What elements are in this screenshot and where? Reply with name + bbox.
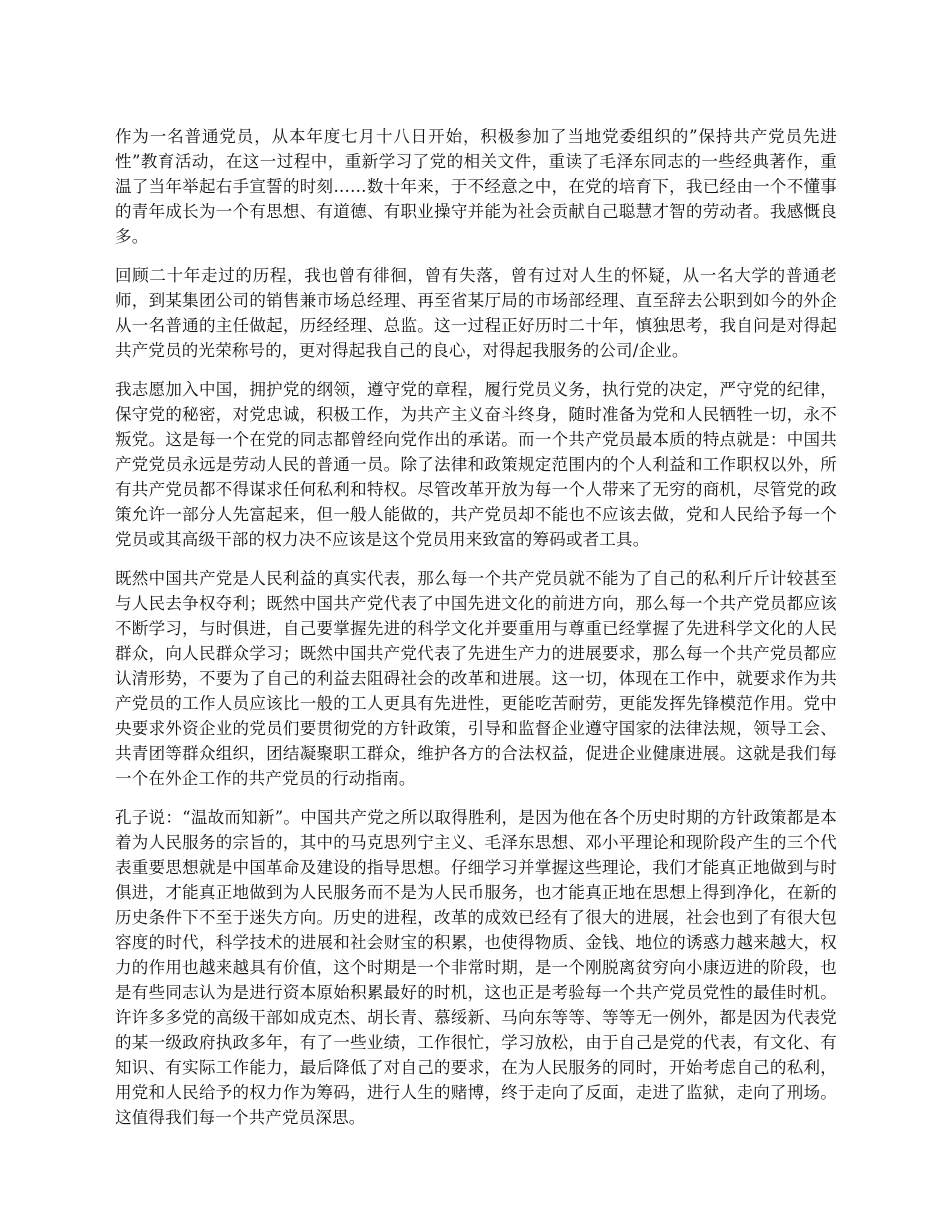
paragraph-5: 孔子说：“温故而知新”。中国共产党之所以取得胜利，是因为他在各个历史时期的方针政策都是本着为人民服务的宗旨的，其中的马克思列宁主义、毛泽东思想、邓小平理论和现阶段产生的三个代表重要思想就是中国革命及建设的指导思想。仔细学习并掌握这些理论，我们才能真正地做到与时俱进，才能真正地做到为人民服务而不是为人民币服务，也才能真正地在思想上得到净化，在新的历史条件下不至于迷失方向。历史的进程，改革的成效已经有了很大的进展，社会也到了有很大包容度的时代，科学技术的进展和社会财宝的积累，也使得物质、金钱、地位的诱惑力越来越大，权力的作用也越来越具有价值，这个时期是一个非常时期，是一个刚脱离贫穷向小康迈进的阶段，也是有些同志认为是进行资本原始积累最好的时机，这也正是考验每一个共产党员党性的最佳时机。许许多多党的高级干部如成克杰、胡长青、慕绥新、马向东等等、等等无一例外，都是因为代表党的某一级政府执政多年，有了一些业绩，工作很忙，学习放松，由于自己是党的代表，有文化、有知识、有实际工作能力，最后降低了对自己的要求，在为人民服务的同时，开始考虑自己的私利，用党和人民给予的权力作为筹码，进行人生的赌博，终于走向了反面，走进了监狱，走向了刑场。这值得我们每一个共产党员深思。 <box>115 808 837 1127</box>
paragraph-2: 回顾二十年走过的历程，我也曾有徘徊，曾有失落，曾有过对人生的怀疑，从一名大学的普通老师，到某集团公司的销售兼市场总经理、再至省某厅局的市场部经理、直至辞去公职到如今的外企从一名普通的主任做起，历经经理、总监。这一过程正好历时二十年，慎独思考，我自问是对得起共产党员的光荣称号的，更对得起我自己的良心，对得起我服务的公司/企业。 <box>115 266 837 360</box>
paragraph-1: 作为一名普通党员，从本年度七月十八日开始，积极参加了当地党委组织的”保持共产党员先进性”教育活动，在这一过程中，重新学习了党的相关文件，重读了毛泽东同志的一些经典著作，重温了当年举起右手宣誓的时刻……数十年来，于不经意之中，在党的培育下，我已经由一个不懂事的青年成长为一个有思想、有道德、有职业操守并能为社会贡献自己聪慧才智的劳动者。我感慨良多。 <box>115 127 837 246</box>
document-body <box>115 124 837 1144</box>
paragraph-3: 我志愿加入中国，拥护党的纲领，遵守党的章程，履行党员义务，执行党的决定，严守党的纪律，保守党的秘密，对党忠诚，积极工作，为共产主义奋斗终身，随时准备为党和人民牺牲一切，永不叛党。这是每一个在党的同志都曾经向党作出的承诺。而一个共产党员最本质的特点就是：中国共产党党员永远是劳动人民的普通一员。除了法律和政策规定范围内的个人利益和工作职权以外，所有共产党员都不得谋求任何私利和特权。尽管改革开放为每一个人带来了无穷的商机，尽管党的政策允许一部分人先富起来，但一般人能做的，共产党员却不能也不应该去做，党和人民给予每一个党员或其高级干部的权力决不应该是这个党员用来致富的筹码或者工具。 <box>115 380 837 549</box>
paragraph-4: 既然中国共产党是人民利益的真实代表，那么每一个共产党员就不能为了自己的私利斤斤计较甚至与人民去争权夺利；既然中国共产党代表了中国先进文化的前进方向，那么每一个共产党员都应该不断学习，与时俱进，自己要掌握先进的科学文化并要重用与尊重已经掌握了先进科学文化的人民群众，向人民群众学习；既然中国共产党代表了先进生产力的进展要求，那么每一个共产党员都应认清形势，不要为了自己的利益去阻碍社会的改革和进展。这一切，体现在工作中，就要求作为共产党员的工作人员应该比一般的工人更具有先进性，更能吃苦耐劳，更能发挥先锋模范作用。党中央要求外资企业的党员们要贯彻党的方针政策，引导和监督企业遵守国家的法律法规，领导工会、共青团等群众组织，团结凝聚职工群众，维护各方的合法权益，促进企业健康进展。这就是我们每一个在外企工作的共产党员的行动指南。 <box>115 569 837 788</box>
